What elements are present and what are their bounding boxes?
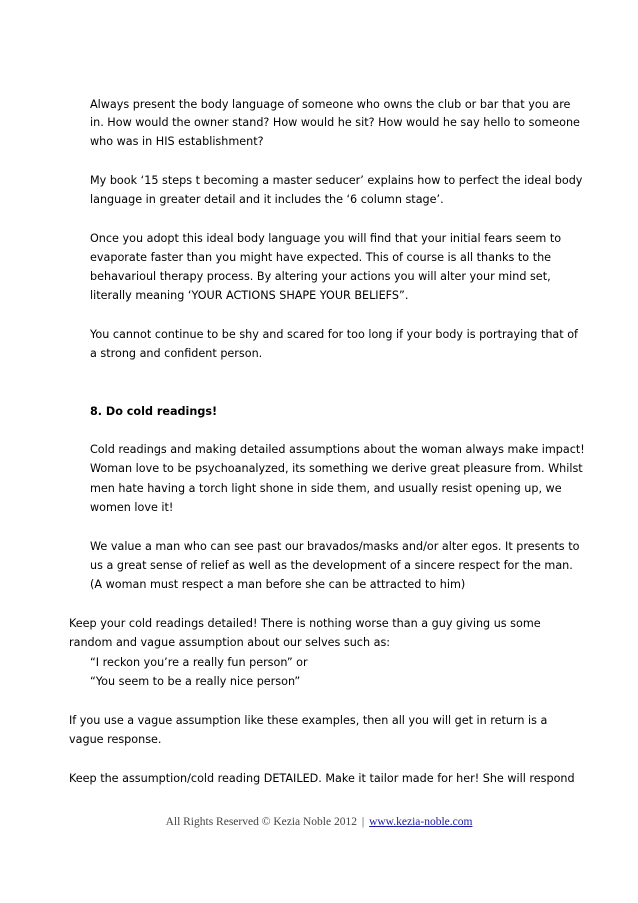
paragraph-line: You cannot continue to be shy and scared for too long if your body is portraying that of: [90, 328, 578, 341]
paragraph-line: random and vague assumption about our selves such as:: [69, 636, 391, 649]
paragraph-line: in. How would the owner stand? How would he sit? How would he say hello to someone: [90, 116, 580, 129]
quote-line: “I reckon you’re a really fun person” or: [90, 656, 308, 669]
paragraph-line: Always present the body language of someone who owns the club or bar that you are: [90, 98, 571, 111]
paragraph-line: Woman love to be psychoanalyzed, its something we derive great pleasure from. Whilst: [90, 462, 583, 475]
paragraph-line: women love it!: [90, 501, 174, 514]
paragraph-line: literally meaning ‘YOUR ACTIONS SHAPE YOUR BELIEFS”.: [90, 289, 409, 302]
section-heading: 8. Do cold readings!: [90, 405, 218, 418]
paragraph-line: (A woman must respect a man before she can be attracted to him): [90, 578, 466, 591]
quote-line: “You seem to be a really nice person”: [90, 675, 301, 688]
footer-rights: All Rights Reserved © Kezia Noble 2012: [165, 816, 357, 828]
paragraph-line: Keep the assumption/cold reading DETAILED. Make it tailor made for her! She will respond: [69, 772, 575, 785]
paragraph-line: language in greater detail and it includes the ‘6 column stage’.: [90, 193, 444, 206]
paragraph-line: We value a man who can see past our bravados/masks and/or alter egos. It presents to: [90, 540, 580, 553]
paragraph-line: vague response.: [69, 733, 162, 746]
paragraph-line: us a great sense of relief as well as the development of a sincere respect for the man.: [90, 559, 573, 572]
paragraph-line: a strong and confident person.: [90, 347, 263, 360]
page-footer: [0, 815, 638, 829]
footer-separator: |: [361, 816, 365, 828]
paragraph-line: men hate having a torch light shone in side them, and usually resist opening up, we: [90, 482, 562, 495]
paragraph-line: Cold readings and making detailed assumptions about the woman always make impact!: [90, 443, 585, 456]
paragraph-line: evaporate faster than you might have expected. This of course is all thanks to the: [90, 251, 552, 264]
footer-website-link[interactable]: www.kezia-noble.com: [369, 816, 473, 828]
paragraph-line: My book ‘15 steps t becoming a master seducer’ explains how to perfect the ideal body: [90, 174, 583, 187]
paragraph-line: If you use a vague assumption like these examples, then all you will get in return is a: [69, 714, 548, 727]
paragraph-line: who was in HIS establishment?: [90, 135, 264, 148]
paragraph-line: behavarioul therapy process. By altering your actions you will alter your mind set,: [90, 270, 551, 283]
paragraph-line: Once you adopt this ideal body language you will find that your initial fears seem to: [90, 232, 562, 245]
paragraph-line: Keep your cold readings detailed! There is nothing worse than a guy giving us some: [69, 617, 541, 630]
